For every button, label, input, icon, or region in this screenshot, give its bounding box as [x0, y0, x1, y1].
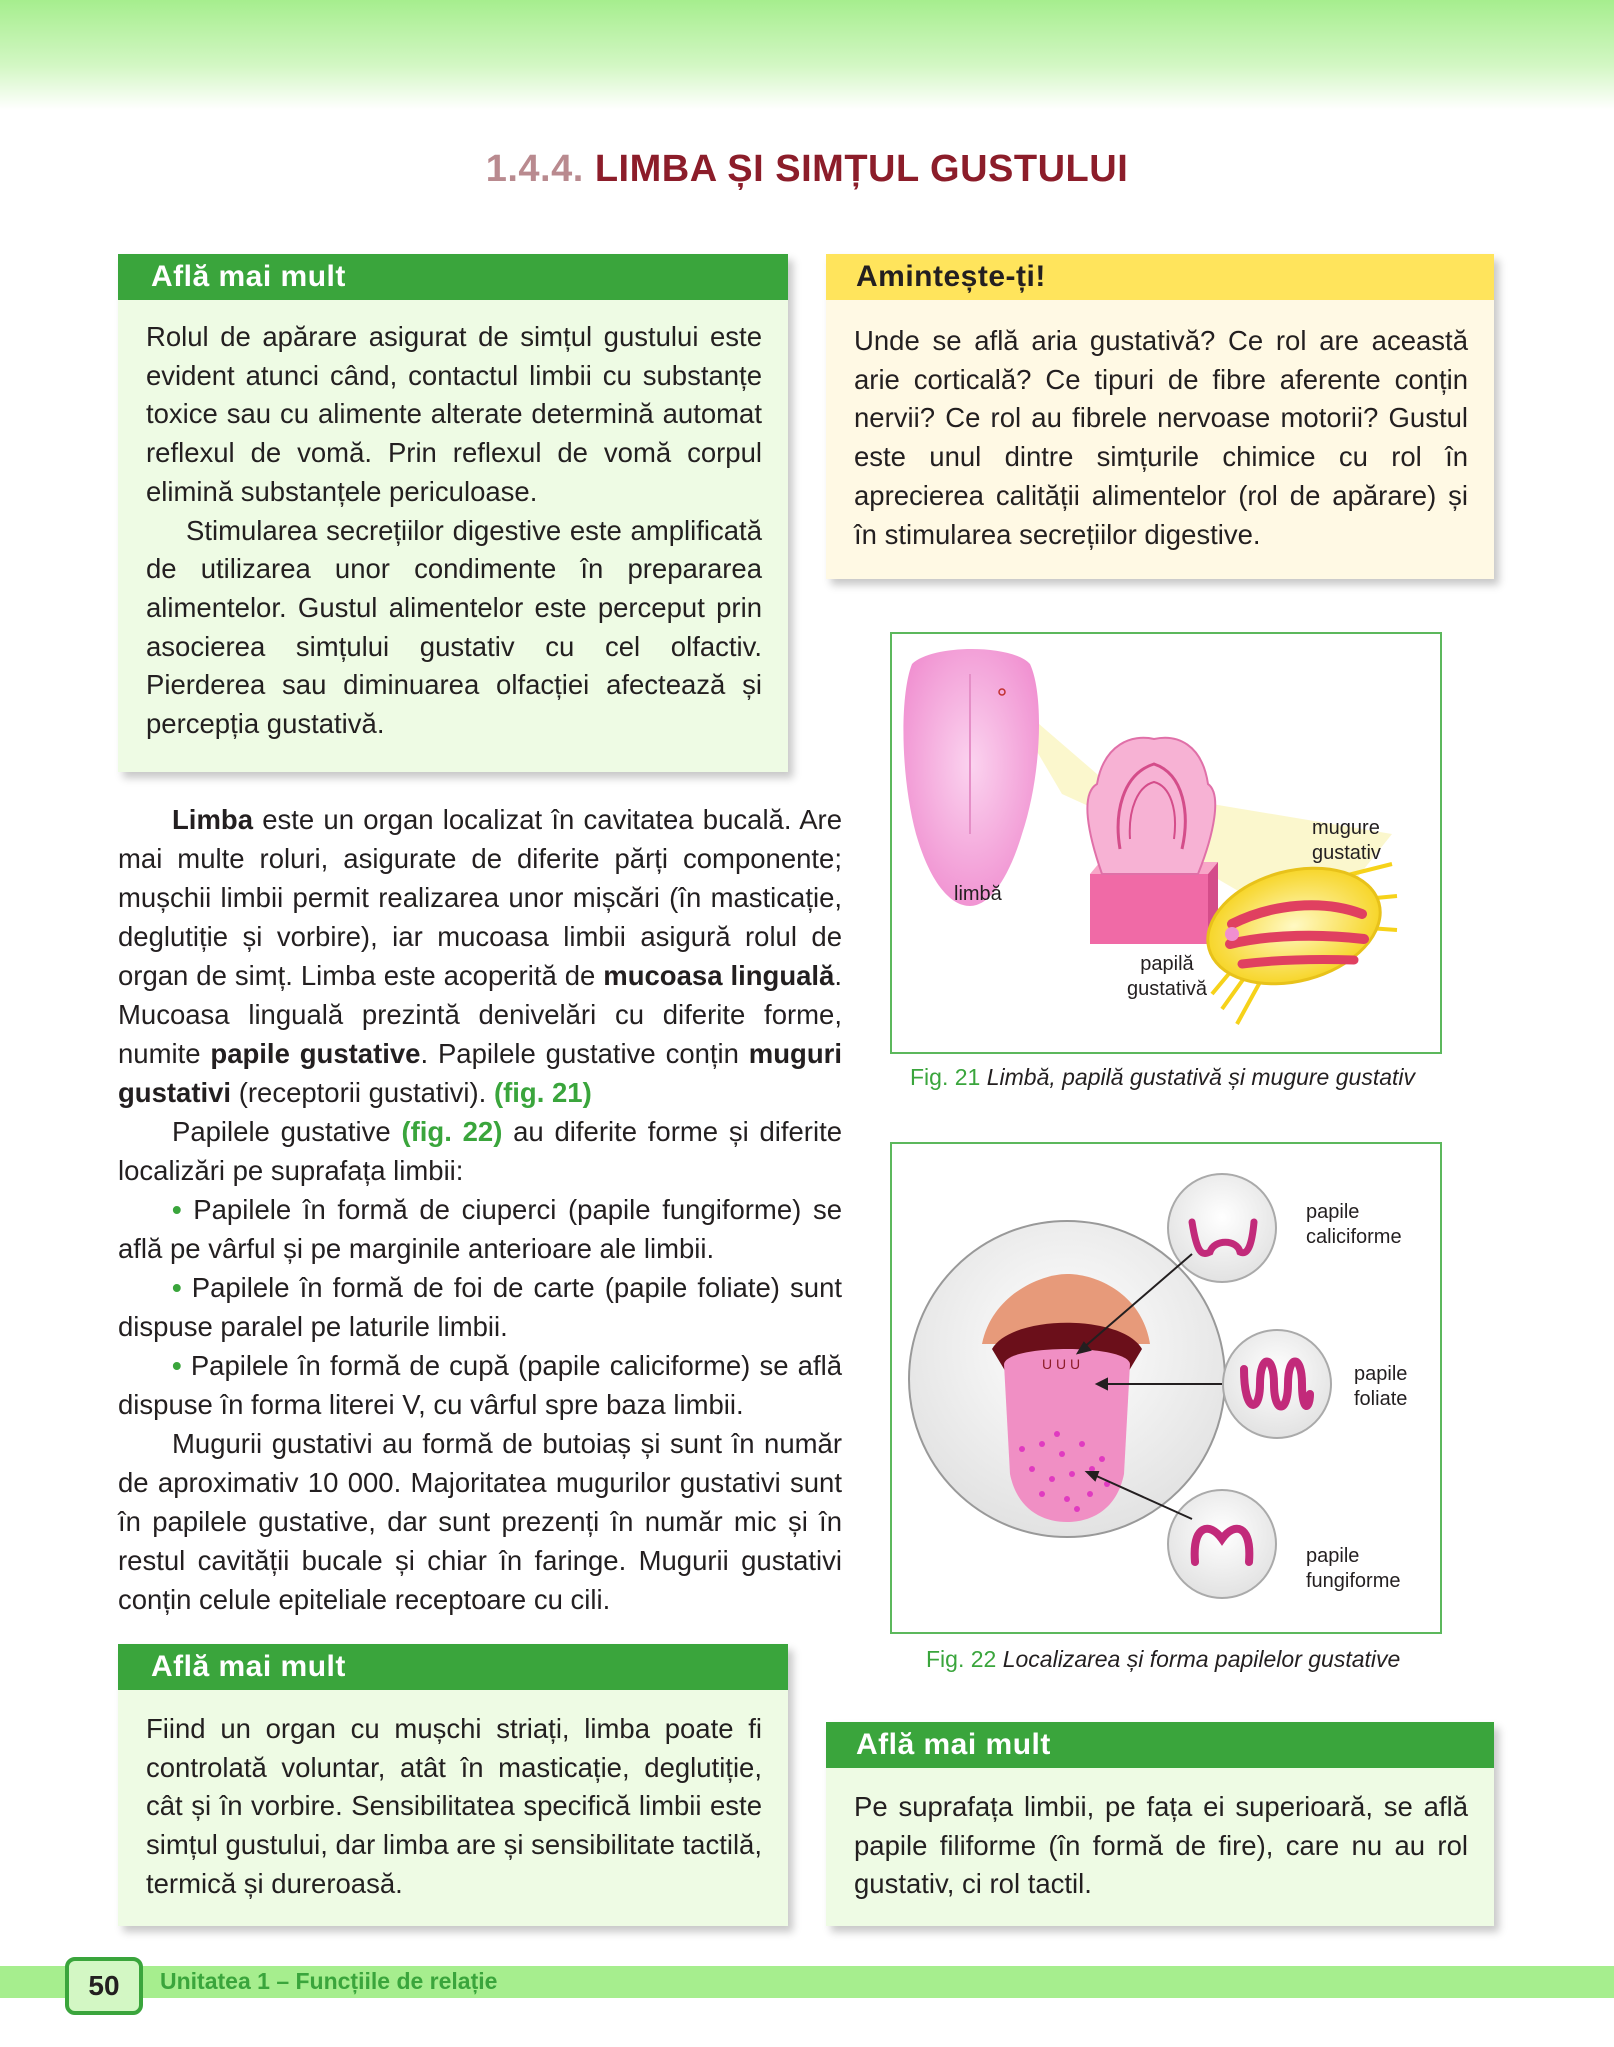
- paragraph-muguri: Mugurii gustativi au formă de butoiaș și sunt în număr de aproximativ 10 000. Majoritatea mugurilor gustativi sunt în papilele gustative, dar sunt prezenți în număr mic și în restul cavității bucale și chiar în faringe. Mugurii gustativi conțin celule epiteliale receptoare cu cili.: [118, 1428, 842, 1615]
- box-heading: Află mai mult: [118, 1644, 788, 1690]
- label-papile-foliate: papile foliate: [1354, 1363, 1408, 1410]
- bold-term: Limba: [172, 804, 253, 835]
- figure-22-frame: [890, 1142, 1442, 1634]
- figure-reference[interactable]: (fig. 21): [493, 1077, 592, 1108]
- box-paragraph: Stimularea secrețiilor digestive este amplificată de utilizarea unor condimente în prepararea alimentelor. Gustul alimentelor este perceput prin asocierea simțului gustativ cu cel olfactiv. Pierderea sau diminuarea olfacției afectează și percepția gustativă.: [146, 514, 762, 740]
- svg-text:U U U: U U U: [1042, 1356, 1081, 1372]
- label-papila-gustativa: papilă gustativă: [1126, 953, 1208, 1000]
- figure-21-frame: [890, 632, 1442, 1054]
- bold-term: muguri gustativi: [118, 1038, 842, 1108]
- label-papile-caliciforme: papile caliciforme: [1306, 1201, 1402, 1248]
- bold-term: papile gustative: [210, 1038, 421, 1069]
- box-paragraph: Unde se află aria gustativă? Ce rol are această arie corticală? Ce tipuri de fibre aferente conțin nervii? Ce rol au fibrele nervoase motorii? Gustul este unul dintre simțurile chimice cu rol în aprecierea calității alimentelor (rol de apărare) și în stimularea secrețiilor digestive.: [854, 325, 1468, 550]
- info-box-afla-mai-mult-2: [118, 1644, 788, 1926]
- box-heading: Amintește-ți!: [826, 254, 1494, 300]
- paragraph-limba: Limba este un organ localizat în cavitatea bucală. Are mai multe roluri, asigurate de diferite părți componente; mușchii limbii permit realizarea unor mișcări (în masticație, deglutiție și vorbire), iar mucoasa limbii asigură rolul de organ de simț. Limba este acoperită de mucoasa linguală. Mucoasa linguală prezintă denivelări cu diferite forme, numite papile gustative. Papilele gustative conțin muguri gustativi (receptorii gustativi). (fig. 21): [118, 804, 842, 1108]
- paragraph-papile: Papilele gustative (fig. 22) au diferite forme și diferite localizări pe suprafața limbii:: [118, 1116, 842, 1186]
- caliciforme-circle: [1168, 1174, 1276, 1282]
- page-number: 50: [65, 1957, 143, 2015]
- tongue-shape: [903, 649, 1039, 906]
- bullet-icon: •: [172, 1272, 182, 1303]
- bullet-item: • Papilele în formă de cupă (papile caliciforme) se află dispuse în forma literei V, cu vârful spre baza limbii.: [118, 1350, 842, 1420]
- title-text: LIMBA ȘI SIMȚUL GUSTULUI: [594, 148, 1129, 190]
- box-heading: Află mai mult: [118, 254, 788, 300]
- figure-21-caption: Fig. 21 Limbă, papilă gustativă și mugure gustativ: [910, 1064, 1416, 1090]
- bullet-item: • Papilele în formă de foi de carte (papile foliate) sunt dispuse paralel pe laturile limbii.: [118, 1272, 842, 1342]
- box-heading: Află mai mult: [826, 1722, 1494, 1768]
- label-mugure-gustativ: mugure gustativ: [1312, 817, 1381, 864]
- bold-term: mucoasa linguală: [603, 960, 835, 991]
- info-box-afla-mai-mult-1: [118, 254, 788, 772]
- main-text: [118, 800, 842, 1619]
- info-box-afla-mai-mult-3: [826, 1722, 1494, 1926]
- box-paragraph: Rolul de apărare asigurat de simțul gustului este evident atunci când, contactul limbii cu substanțe toxice sau cu alimente alterate determină automat reflexul de vomă. Prin reflexul de vomă corpul elimină substanțele periculoase.: [146, 321, 762, 507]
- label-papile-fungiforme: papile fungiforme: [1306, 1545, 1401, 1592]
- papilla-drawing: [1087, 738, 1218, 944]
- reminder-box: [826, 254, 1494, 579]
- box-paragraph: Fiind un organ cu mușchi striați, limba poate fi controlată voluntar, atât în masticație, deglutiție, cât și în vorbire. Sensibilitatea specifică limbii este simțul gustului, dar limba are și sensibilitate tactilă, termică și dureroasă.: [146, 1713, 762, 1899]
- page-title: [0, 148, 1614, 191]
- bullet-icon: •: [172, 1350, 182, 1381]
- label-limba: limbă: [954, 883, 1002, 905]
- top-decor-band: [0, 0, 1614, 110]
- figure-reference[interactable]: (fig. 22): [401, 1116, 503, 1147]
- bullet-item: • Papilele în formă de ciuperci (papile fungiforme) se află pe vârful și pe marginile anterioare ale limbii.: [118, 1194, 842, 1264]
- footer-unit-title: Unitatea 1 – Funcțiile de relație: [160, 1968, 498, 1994]
- title-number: 1.4.4.: [485, 148, 584, 190]
- bullet-icon: •: [172, 1194, 182, 1225]
- box-paragraph: Pe suprafața limbii, pe fața ei superioară, se află papile filiforme (în formă de fire), care nu au rol gustativ, ci rol tactil.: [854, 1791, 1468, 1900]
- figure-22-caption: Fig. 22 Localizarea și forma papilelor gustative: [926, 1646, 1401, 1672]
